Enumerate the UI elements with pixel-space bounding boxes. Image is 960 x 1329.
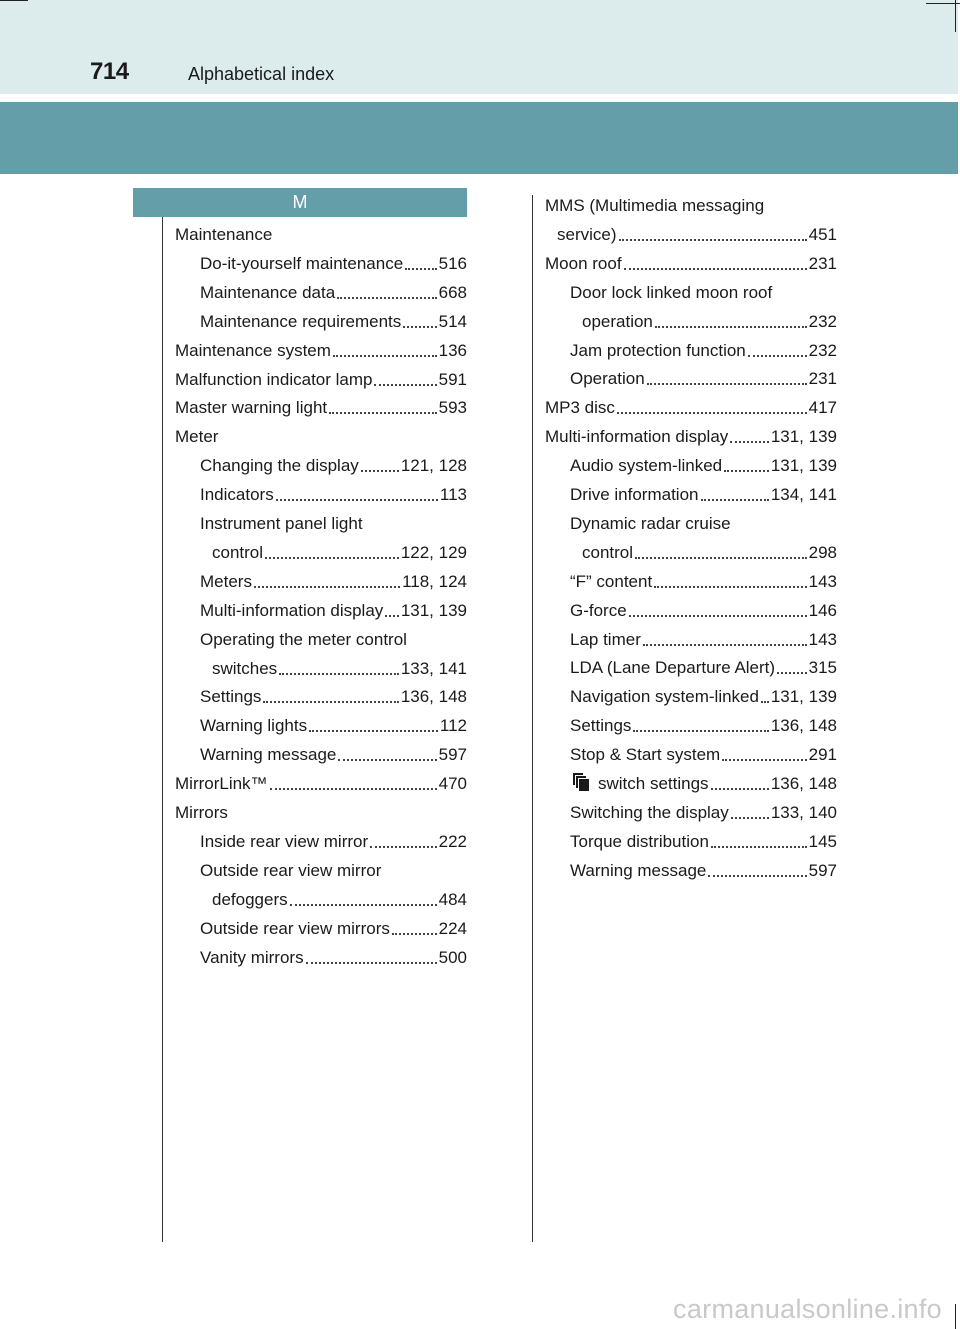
dot-leader [708,875,806,877]
index-entry-page[interactable]: 131, 139 [770,427,837,447]
index-entry-term: Meters [200,571,252,591]
index-entry-term: Torque distribution [570,831,709,851]
index-entry [200,911,467,940]
index-entry-term: Changing the display [200,456,359,476]
index-entry-term: Dynamic radar cruise [570,513,731,533]
index-entry-term: operation [582,311,653,331]
page-title: Alphabetical index [188,64,335,84]
index-entry-page[interactable]: 516 [438,253,467,273]
index-entry-page[interactable]: 143 [808,629,837,649]
index-entry [200,679,467,708]
index-entry [557,217,837,246]
index-entry-page[interactable]: 112 [439,716,467,736]
dot-leader [405,268,436,270]
crop-mark-top-right-v [955,0,956,32]
index-entry-term: Warning lights [200,716,308,736]
index-entry [570,564,837,593]
index-entry-page[interactable]: 145 [808,831,837,851]
dot-leader [643,644,807,646]
index-entry-term: Drive information [570,485,699,504]
index-entry [200,940,467,969]
index-entry-term: control [212,542,264,562]
index-entry [570,766,837,795]
index-entry-page[interactable]: 121, 128 [400,456,467,476]
dot-leader [633,730,768,732]
dot-leader [290,904,437,906]
index-entry [570,853,837,882]
index-entry-term: Warning message [570,860,707,880]
index-entry-page[interactable]: 668 [438,282,467,302]
index-entry-term: Operating the meter control [200,629,407,649]
dot-leader [761,701,769,703]
dot-leader [647,383,807,385]
index-entry [175,217,467,246]
dot-leader [722,759,806,761]
index-entry-page[interactable]: 122, 129 [400,542,467,562]
index-entry-page[interactable]: 315 [808,658,837,678]
index-entry-term: G-force [570,600,627,620]
watermark: carmanualsonline.info [673,1294,942,1324]
index-entry [200,593,467,622]
index-entry-term: LDA (Lane Departure Alert) [570,658,776,678]
dot-leader [711,846,807,848]
index-entry-term: “F” content [570,571,653,591]
index-entry [175,419,467,448]
index-entry-term: Settings [570,716,632,736]
index-entry [175,795,467,824]
index-entry-term: Door lock linked moon roof [570,282,773,302]
index-entry [570,506,837,535]
index-entry-page[interactable]: 136, 148 [770,774,837,793]
index-entry-term: Vanity mirrors [200,947,304,967]
index-entry-page[interactable]: 136, 148 [400,687,467,707]
index-entry-term: Warning message [200,745,337,765]
index-entry-page[interactable]: 591 [438,369,467,389]
dot-leader [624,268,807,270]
index-entry-page[interactable]: 131, 139 [400,600,467,620]
index-entry [200,708,467,737]
index-entry [175,390,467,419]
right-column-rule [532,195,533,1242]
index-entry-term: service) [557,224,617,244]
index-entry-page[interactable]: 597 [438,745,467,765]
index-entry [570,650,837,679]
dot-leader [329,412,437,414]
dot-leader [338,759,436,761]
index-entry [570,333,837,362]
index-entry [200,564,467,593]
index-entry [582,304,837,333]
index-entry-term: Master warning light [175,398,328,418]
dot-leader [333,355,437,357]
dot-leader [655,326,807,328]
dot-leader [711,788,769,790]
index-entry [200,275,467,304]
index-entry [570,622,837,651]
index-entry-term: MMS (Multimedia messaging [545,196,765,215]
dot-leader [361,470,399,472]
dot-leader [279,673,399,675]
dot-leader [731,817,769,819]
index-entry-term: Moon roof [545,253,622,273]
index-entry [200,737,467,766]
index-entry [200,448,467,477]
index-entry-term: Multi-information display [200,600,384,620]
dot-leader [629,615,807,617]
header-background [0,0,958,94]
crop-mark-top-left [0,0,28,1]
index-entry-page[interactable]: 593 [438,398,467,418]
index-entry [200,506,467,535]
dot-leader [635,557,807,559]
dot-leader [306,962,437,964]
index-entry-page[interactable]: 231 [808,369,837,389]
index-entry-term: Maintenance [175,225,273,244]
index-entry-term: Maintenance requirements [200,311,402,331]
index-entry-page[interactable]: 134, 141 [770,485,837,504]
index-entry [570,679,837,708]
index-entry-term: Switching the display [570,802,729,822]
index-entry [200,824,467,853]
dot-leader [654,586,806,588]
index-entry [212,651,467,680]
index-entry-page[interactable]: 136 [438,340,467,360]
index-entry [200,304,467,333]
index-entry-term: Mirrors [175,803,228,822]
index-entry [570,275,837,304]
index-entry-term: Jam protection function [570,340,746,360]
index-entry-term: Inside rear view mirror [200,831,369,851]
index-entry-page[interactable]: 417 [808,398,837,418]
index-entry-page[interactable]: 131, 139 [770,687,837,707]
index-entry-term: Do-it-yourself maintenance [200,253,404,273]
dot-leader [701,499,769,501]
section-letter-heading: M [133,188,467,217]
index-entry-page[interactable]: 291 [808,745,837,765]
index-entry [570,824,837,853]
index-entry-term: MirrorLink™ [175,774,268,794]
index-entry [570,477,837,506]
index-entry [545,246,837,275]
index-entry-term: Multi-information display [545,427,729,447]
dot-leader [276,499,438,501]
left-column-rule [162,217,163,1242]
index-entry-term: Navigation system-linked [570,687,759,707]
dot-leader [270,788,437,790]
index-entry-term: Settings [200,687,262,707]
dot-leader [403,326,436,328]
index-entry-page[interactable]: 136, 148 [770,716,837,736]
index-entry-page[interactable]: 500 [438,947,467,967]
index-entry-page[interactable]: 131, 139 [770,456,837,476]
index-entry [570,361,837,390]
index-entry-page[interactable]: 484 [438,889,467,909]
crop-mark-bottom-right-v [955,1304,956,1329]
index-entry-page[interactable]: 514 [438,311,467,331]
index-entry-page[interactable]: 451 [808,224,837,244]
dot-leader [617,412,807,414]
index-entry [545,419,837,448]
index-entry-page[interactable]: 118, 124 [402,571,467,591]
dot-leader [748,355,807,357]
index-entry [545,390,837,419]
dot-leader [619,239,807,241]
index-entry [570,795,837,824]
index-entry-term: MP3 disc [545,398,615,418]
index-entry-page[interactable]: 133, 140 [770,802,837,822]
dot-leader [309,730,438,732]
index-entry-term: Maintenance system [175,340,331,360]
dot-leader [385,615,399,617]
dot-leader [392,933,437,935]
index-entry-page[interactable]: 133, 141 [400,658,467,678]
index-entry-term: Audio system-linked [570,456,723,476]
dot-leader [724,470,769,472]
index-entry-page[interactable]: 597 [808,860,837,880]
index-entry [175,362,467,391]
index-entry-page[interactable]: 113 [439,485,467,505]
index-entry-page[interactable]: 232 [808,340,837,360]
index-entry [200,477,467,506]
index-entry [212,535,467,564]
index-entry [570,708,837,737]
index-entry [582,535,837,564]
index-entry [570,737,837,766]
index-entry-term: defoggers [212,889,288,909]
index-entry-term: switch settings [570,772,709,795]
index-entry-term: Meter [175,427,219,447]
index-entry-page[interactable]: 470 [438,774,467,794]
dot-leader [777,672,807,674]
index-entry-term: Stop & Start system [570,745,721,765]
index-entry [545,188,837,217]
header-band [0,102,958,174]
switch-icon [570,772,592,792]
index-entry [200,853,467,882]
index-entry-page[interactable]: 143 [808,571,837,591]
dot-leader [337,297,436,299]
index-entry [200,246,467,275]
index-entry [570,593,837,622]
index-entry-page[interactable]: 231 [808,253,837,273]
index-entry-term: Outside rear view mirrors [200,918,390,938]
index-entry-term: control [582,542,634,562]
index-entry [175,333,467,362]
index-entry [212,882,467,911]
index-entry-page[interactable]: 146 [808,600,837,620]
dot-leader [370,846,436,848]
index-entry-term: Lap timer [570,629,641,649]
index-entry-page[interactable]: 298 [808,542,837,562]
dot-leader [374,384,436,386]
index-entry [200,622,467,651]
dot-leader [254,586,400,588]
index-entry-page[interactable]: 224 [438,918,467,938]
index-entry-term: Indicators [200,485,274,505]
index-entry-term: Outside rear view mirror [200,860,382,880]
page-number: 714 [90,58,129,85]
index-entry [570,448,837,477]
index-entry-page[interactable]: 232 [808,311,837,331]
dot-leader [730,441,769,443]
index-entry-term: Malfunction indicator lamp [175,369,373,389]
index-entry-term: switches [212,658,278,678]
dot-leader [265,557,399,559]
index-entry-term: Instrument panel light [200,514,363,533]
index-entry-term: Operation [570,369,645,389]
index-entry [175,766,467,795]
index-entry-page[interactable]: 222 [438,831,467,851]
index-entry-term: Maintenance data [200,282,336,302]
dot-leader [263,701,398,703]
